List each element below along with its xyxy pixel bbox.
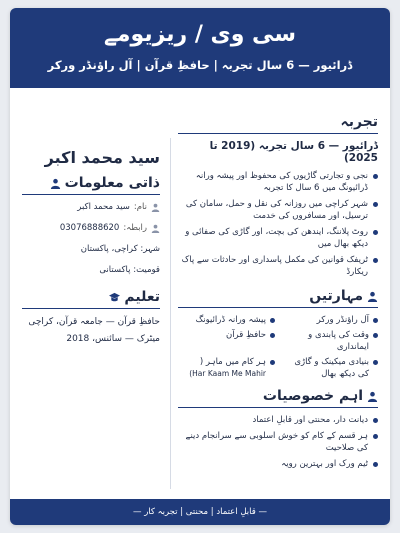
skill-item-mahir — [178, 356, 275, 380]
column-divider — [170, 138, 171, 489]
skill-item-text: ہر کام میں ماہر ( — [199, 357, 266, 367]
person-icon — [50, 178, 61, 189]
experience-heading-text: تجربہ — [340, 114, 378, 130]
candidate-name: سید محمد اکبر — [44, 148, 160, 167]
info-row-city — [22, 243, 160, 256]
skills-heading — [178, 288, 378, 308]
info-row-phone — [22, 222, 160, 235]
personal-heading-text: ذاتی معلومات — [64, 175, 160, 191]
skill-item: آل راؤنڈر ورکر — [281, 314, 378, 326]
info-key: رابطہ: — [123, 223, 147, 233]
experience-heading — [178, 114, 378, 134]
experience-list — [178, 170, 378, 278]
page-subtitle: ڈرائیور — 6 سال تجربہ | حافظِ قرآن | آل راؤنڈر ورکر — [47, 58, 353, 72]
left-column — [22, 148, 160, 349]
job-title: ڈرائیور — 6 سال تجربہ (2019 تا 2025) — [209, 140, 378, 164]
skill-item: بنیادی میکینک و گاڑی کی دیکھ بھال — [281, 356, 378, 380]
skills-heading-text: مہارتیں — [309, 288, 363, 304]
info-value: قومیت: پاکستانی — [99, 265, 160, 275]
info-key: نام: — [133, 202, 147, 212]
features-list — [178, 414, 378, 470]
person-icon — [151, 203, 160, 212]
content — [10, 96, 390, 495]
info-value: 03076888620 — [59, 223, 120, 233]
graduation-cap-icon — [109, 292, 120, 303]
info-value: شہر: کراچی، پاکستان — [80, 244, 160, 254]
header — [10, 8, 390, 88]
skill-item: حافظِ قرآن — [178, 329, 275, 353]
features-heading — [178, 388, 378, 408]
education-line: میٹرک — سائنس، 2018 — [66, 334, 160, 344]
personal-heading — [22, 175, 160, 195]
page-title: سی وی / ریزیومے — [104, 22, 296, 47]
list-item: روٹ پلاننگ، ایندھن کی بچت، اور گاڑی کی صفائی و دیکھ بھال میں — [178, 226, 378, 250]
education-heading — [22, 289, 160, 309]
person-icon — [151, 224, 160, 233]
info-row-name — [22, 201, 160, 214]
features-heading-text: اہم خصوصیات — [262, 388, 363, 404]
list-item: ہر قسم کے کام کو خوش اسلوبی سے سرانجام دینے کی صلاحیت — [178, 430, 378, 454]
resume-page — [10, 8, 390, 525]
info-value: سید محمد اکبر — [77, 202, 130, 212]
right-column — [178, 114, 378, 474]
person-icon — [367, 391, 378, 402]
skill-item: پیشہ ورانہ ڈرائیونگ — [178, 314, 275, 326]
education-heading-text: تعلیم — [124, 289, 160, 305]
list-item: ٹریفک قوانین کی مکمل پاسداری اور حادثات سے پاک ریکارڈ — [178, 254, 378, 278]
info-row-nationality — [22, 264, 160, 277]
footer: — قابلِ اعتماد | محنتی | تجربہ کار — — [10, 499, 390, 525]
list-item: ٹیم ورک اور بہترین رویہ — [178, 458, 378, 470]
list-item: دیانت دار، محنتی اور قابلِ اعتماد — [178, 414, 378, 426]
skill-item: وقت کی پابندی و ایمانداری — [281, 329, 378, 353]
skills-grid — [178, 314, 378, 380]
skill-item-sub: (Har Kaam Me Mahir — [189, 369, 266, 378]
list-item: نجی و تجارتی گاڑیوں کی محفوظ اور پیشہ ورانہ ڈرائیونگ میں 6 سال کا تجربہ — [178, 170, 378, 194]
person-icon — [367, 291, 378, 302]
list-item: شہر کراچی میں روزانہ کی نقل و حمل، سامان کی ترسیل، اور مسافروں کی خدمت — [178, 198, 378, 222]
education-line: حافظِ قرآن — جامعہ قرآن، کراچی — [28, 317, 160, 327]
